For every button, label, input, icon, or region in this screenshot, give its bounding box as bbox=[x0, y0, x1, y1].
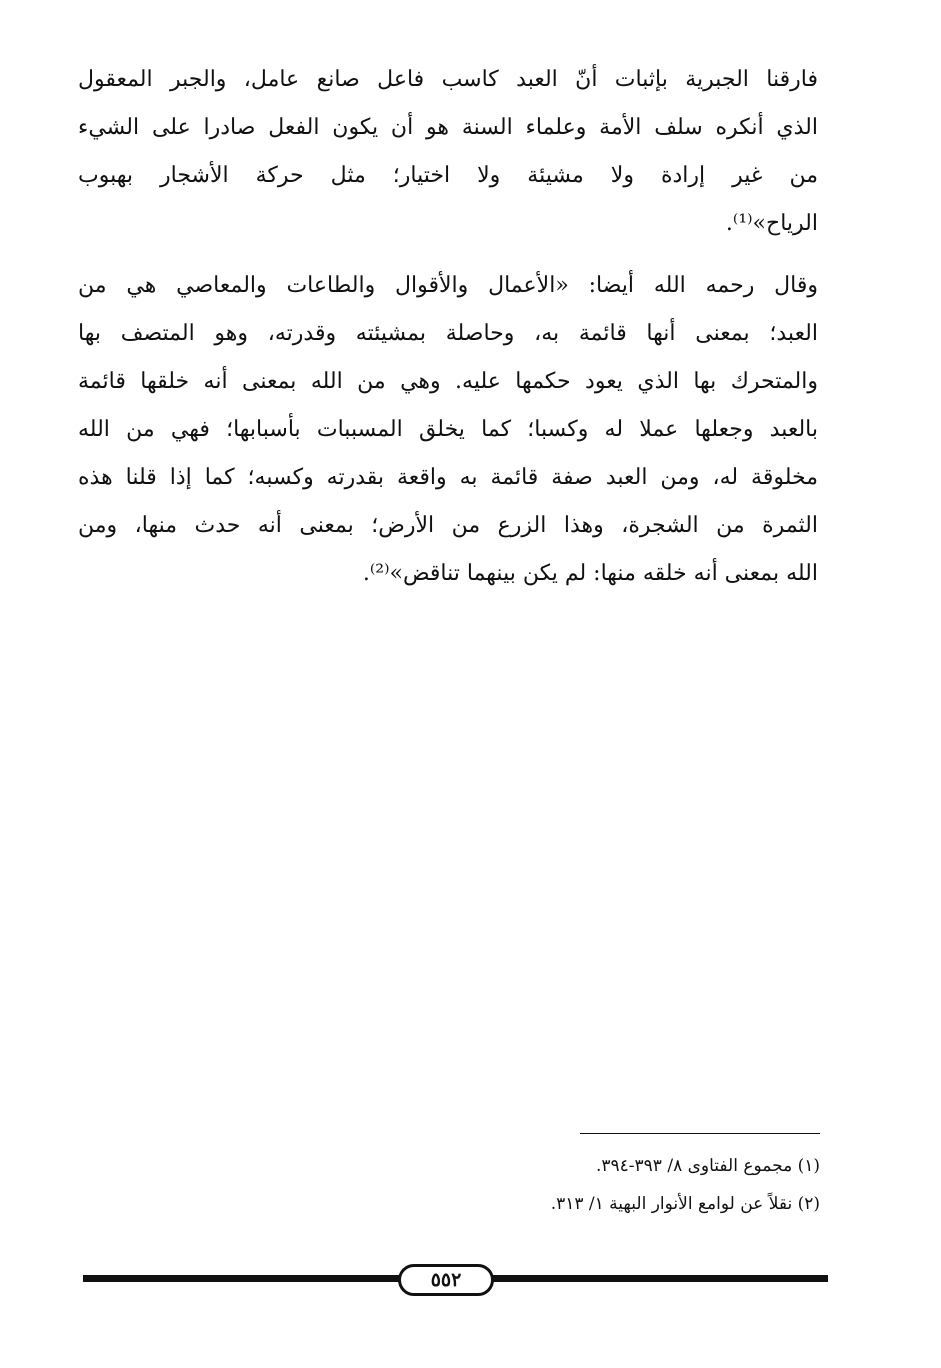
paragraph-1 bbox=[78, 56, 818, 248]
footnote-2: (٢) نقلاً عن لوامع الأنوار البهية ١/ ٣١٣. bbox=[550, 1194, 820, 1214]
text-line: الرياح»⁽¹⁾. bbox=[725, 211, 818, 236]
decorative-bar-left bbox=[83, 1275, 401, 1282]
text-line: من غير إرادة ولا مشيئة ولا اختيار؛ مثل حركة الأشجار بهبوب bbox=[78, 163, 818, 188]
text-line: بالعبد وجعلها عملا له وكسبا؛ كما يخلق المسببات بأسبابها؛ فهي من الله bbox=[78, 417, 818, 442]
text-line: وقال رحمه الله أيضا: «الأعمال والأقوال والطاعات والمعاصي هي من bbox=[78, 273, 818, 298]
text-line: مخلوقة له، ومن العبد صفة قائمة به واقعة بقدرته وكسبه؛ كما إذا قلنا هذه bbox=[78, 465, 818, 490]
page-number-bar bbox=[83, 1264, 828, 1292]
text-line: العبد؛ بمعنى أنها قائمة به، وحاصلة بمشيئته وقدرته، وهو المتصف بها bbox=[78, 321, 818, 346]
text-line: الله بمعنى أنه خلقه منها: لم يكن بينهما تناقض»⁽²⁾. bbox=[362, 561, 818, 586]
text-line: والمتحرك بها الذي يعود حكمها عليه. وهي من الله بمعنى أنه خلقها قائمة bbox=[78, 369, 818, 394]
paragraph-2 bbox=[78, 262, 818, 598]
text-line: الثمرة من الشجرة، وهذا الزرع من الأرض؛ بمعنى أنه حدث منها، ومن bbox=[78, 513, 818, 538]
text-line: الذي أنكره سلف الأمة وعلماء السنة هو أن يكون الفعل صادرا على الشيء bbox=[78, 115, 818, 140]
decorative-bar-right bbox=[483, 1275, 828, 1282]
page-number: ٥٥٢ bbox=[398, 1264, 494, 1296]
footnotes bbox=[420, 1147, 820, 1223]
footnote-1: (١) مجموع الفتاوى ٨/ ٣٩٣-٣٩٤. bbox=[595, 1156, 820, 1176]
footnote-divider bbox=[580, 1133, 820, 1134]
text-line: فارقنا الجبرية بإثبات أنّ العبد كاسب فاعل صانع عامل، والجبر المعقول bbox=[78, 67, 818, 92]
